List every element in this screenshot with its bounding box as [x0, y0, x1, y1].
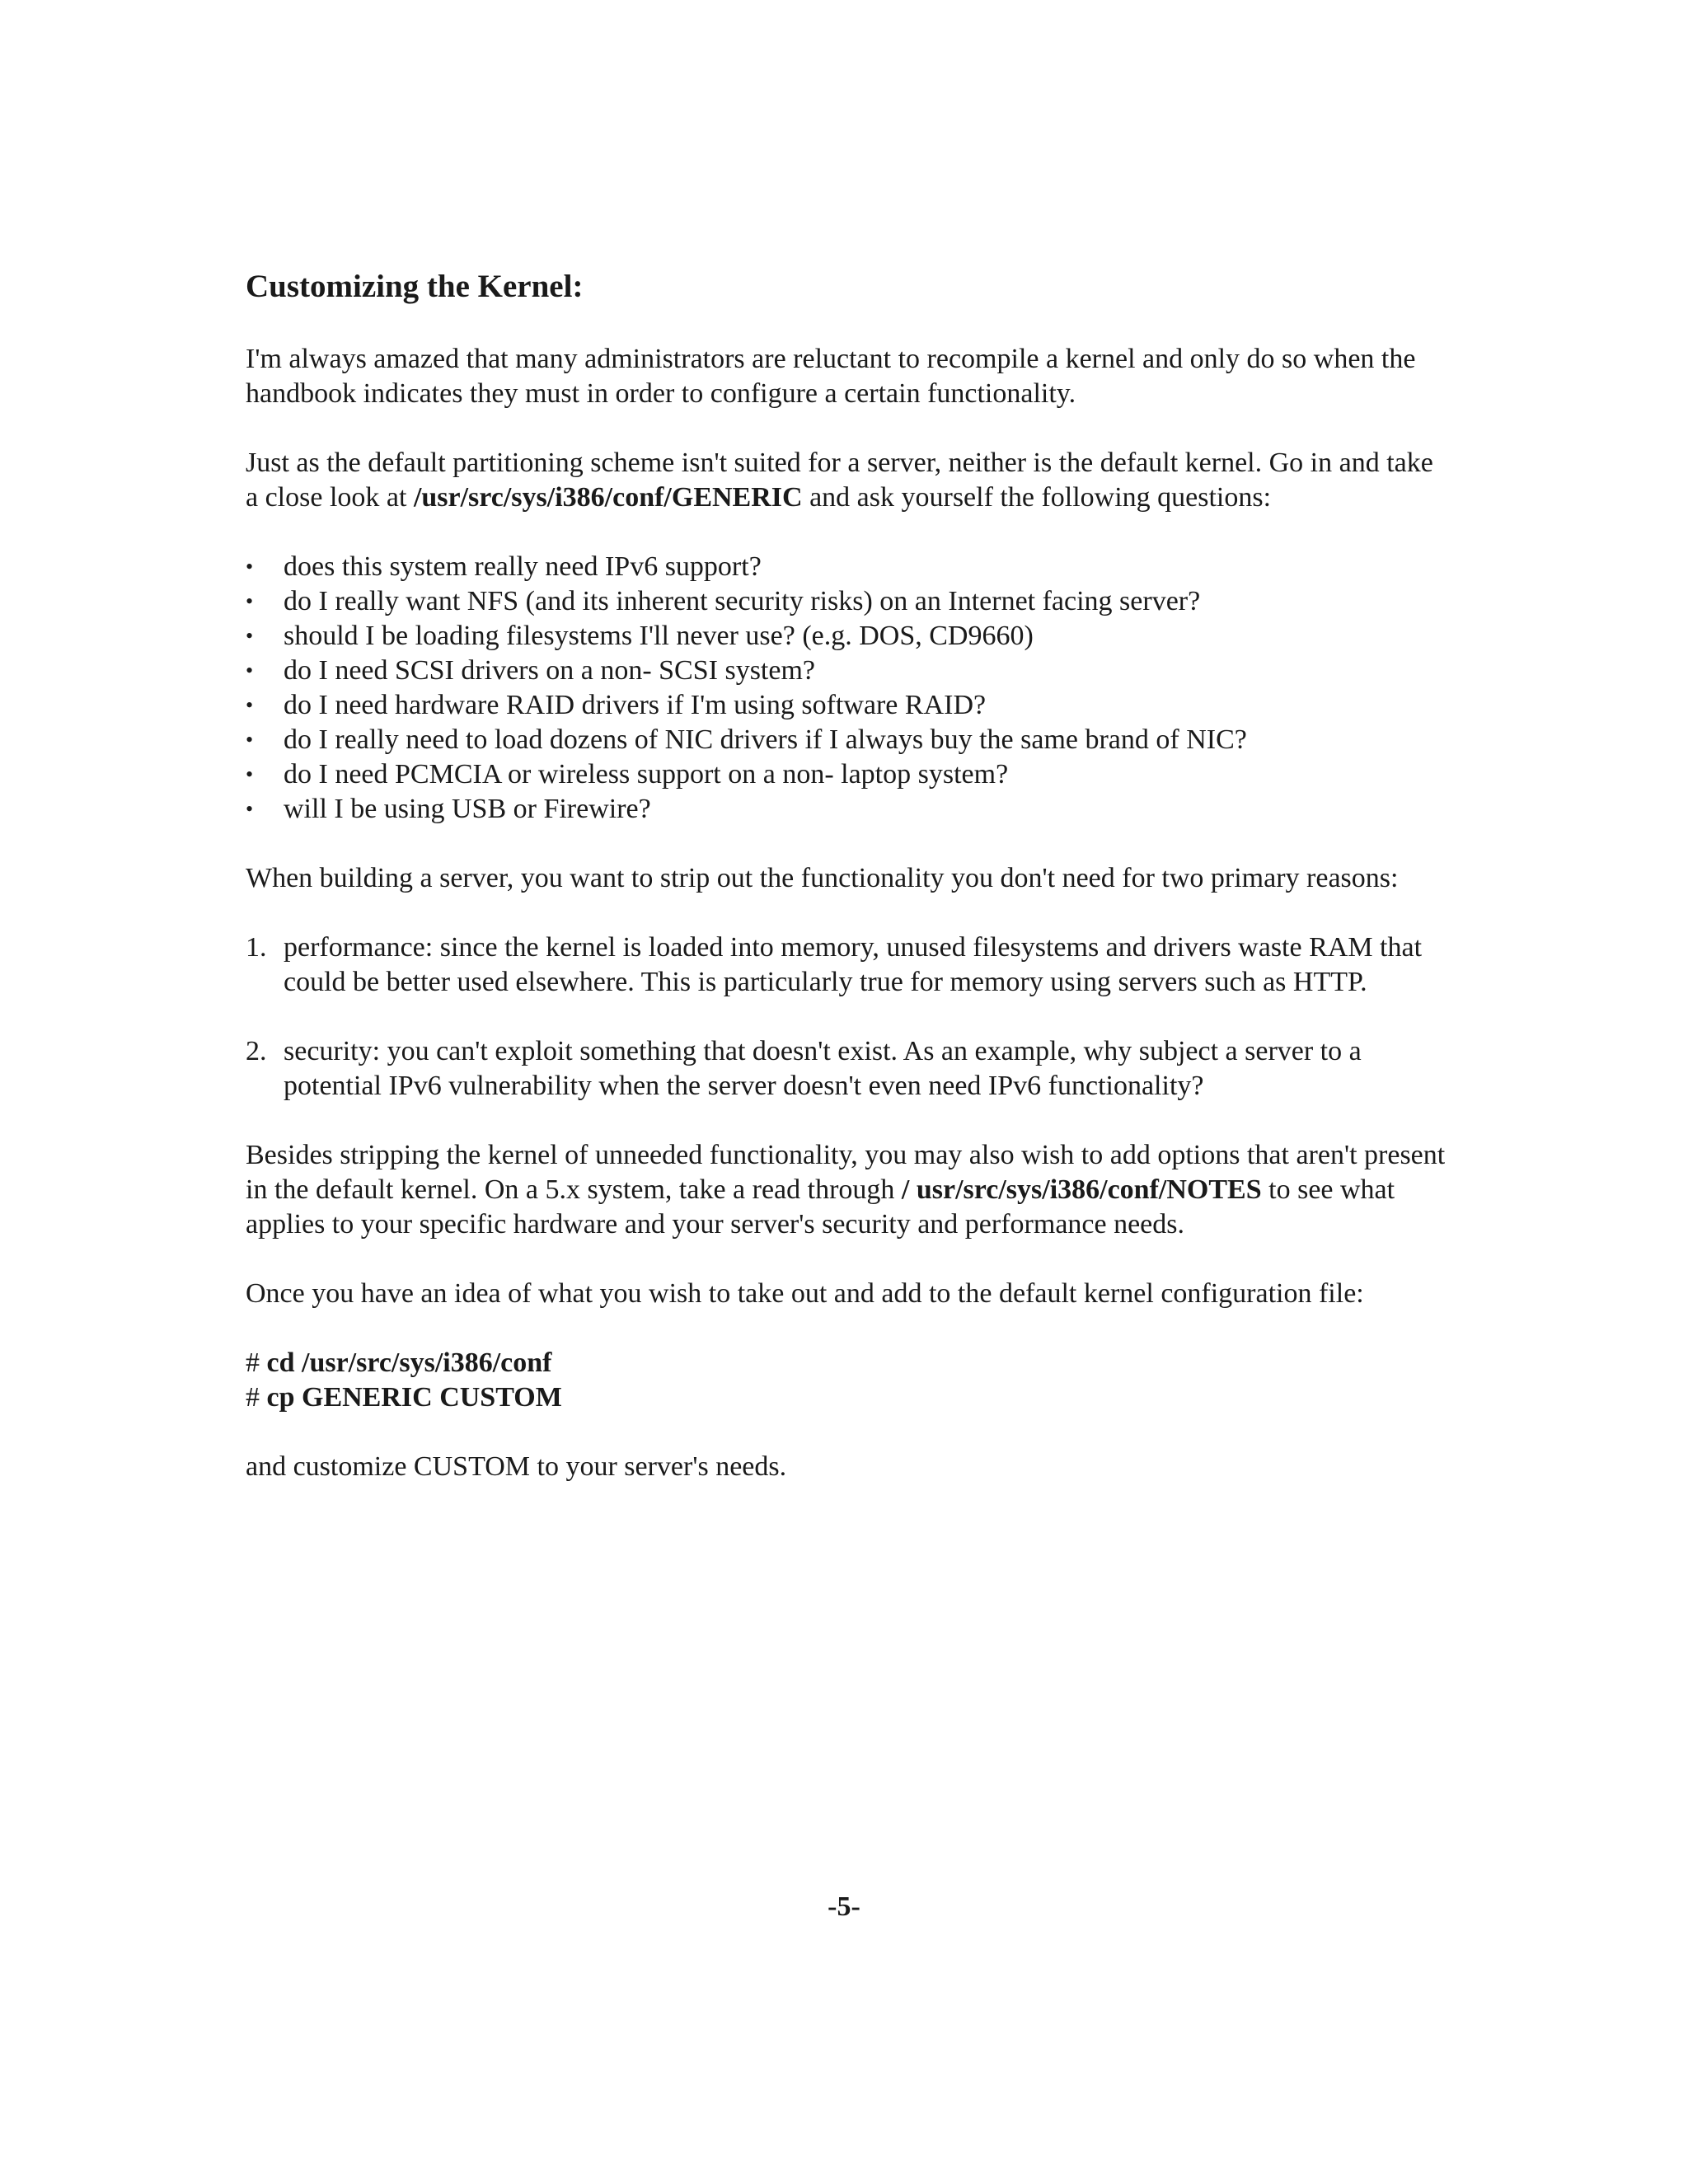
list-item: [246, 723, 1449, 757]
bullet-marker: •: [246, 589, 254, 613]
list-item-text: do I really want NFS (and its inherent security risks) on an Internet facing server?: [284, 586, 1201, 616]
bullet-marker: •: [246, 797, 254, 821]
bullet-marker: •: [246, 762, 254, 786]
notes-paragraph-text-after: to see what applies to your specific hardware and your server's security and performance needs.: [246, 1174, 1395, 1240]
list-item: [246, 619, 1449, 654]
generic-paragraph-text-after: and ask yourself the following questions:: [802, 482, 1272, 513]
command-block: [246, 1346, 1449, 1415]
section-heading: Customizing the Kernel:: [246, 269, 584, 304]
command-prompt: #: [246, 1382, 267, 1413]
closing-paragraph: and customize CUSTOM to your server's needs.: [246, 1451, 787, 1482]
notes-paragraph-text-before: Besides stripping the kernel of unneeded functionality, you may also wish to add options that aren't present in the default kernel. On a 5.x system, take a read through: [246, 1140, 1446, 1205]
command-prompt: #: [246, 1347, 267, 1378]
list-item-text: do I need hardware RAID drivers if I'm using software RAID?: [284, 690, 987, 720]
command-line: [246, 1380, 1449, 1415]
generic-paragraph-text-before: Just as the default partitioning scheme isn't suited for a server, neither is the default kernel. Go in and take a close look at: [246, 448, 1433, 513]
list-item-text: will I be using USB or Firewire?: [284, 794, 651, 824]
bullet-marker: •: [246, 693, 254, 717]
list-item-text: does this system really need IPv6 support?: [284, 551, 762, 582]
generic-config-path: /usr/src/sys/i386/conf/GENERIC: [413, 482, 803, 513]
bullet-marker: •: [246, 728, 254, 752]
page-content: [246, 268, 1449, 1519]
list-item-text: should I be loading filesystems I'll never use? (e.g. DOS, CD9660): [284, 621, 1034, 651]
notes-config-path: / usr/src/sys/i386/conf/NOTES: [901, 1174, 1262, 1205]
list-item-text: do I need SCSI drivers on a non- SCSI system?: [284, 655, 816, 686]
reasons-intro-paragraph: When building a server, you want to strip out the functionality you don't need for two primary reasons:: [246, 863, 1399, 893]
list-item: [246, 930, 1449, 1000]
bullet-marker: •: [246, 624, 254, 648]
bullet-marker: •: [246, 658, 254, 682]
notes-paragraph: [246, 1138, 1449, 1242]
list-item: [246, 1034, 1449, 1104]
list-item: [246, 757, 1449, 792]
list-item: [246, 792, 1449, 827]
reasons-list: [246, 930, 1449, 1104]
list-item-number: 2.: [246, 1036, 267, 1066]
list-item: [246, 654, 1449, 688]
list-item: [246, 584, 1449, 619]
config-intro-paragraph: Once you have an idea of what you wish to take out and add to the default kernel configuration file:: [246, 1278, 1364, 1309]
intro-paragraph: I'm always amazed that many administrators are reluctant to recompile a kernel and only do so when the handbook indicates they must in order to configure a certain functionality.: [246, 344, 1416, 409]
bullet-marker: •: [246, 555, 254, 579]
command-line: [246, 1346, 1449, 1380]
command-text: cp GENERIC CUSTOM: [266, 1382, 562, 1413]
command-text: cd /usr/src/sys/i386/conf: [266, 1347, 552, 1378]
list-item-number: 1.: [246, 932, 267, 963]
page-number: -5-: [828, 1891, 860, 1922]
list-item-text: security: you can't exploit something that doesn't exist. As an example, why subject a server to a potential IPv6 vulnerability when the server doesn't even need IPv6 functionality?: [284, 1036, 1362, 1101]
list-item-text: do I need PCMCIA or wireless support on a non- laptop system?: [284, 759, 1009, 790]
generic-kernel-paragraph: [246, 446, 1449, 515]
list-item-text: performance: since the kernel is loaded into memory, unused filesystems and drivers waste RAM that could be better used elsewhere. This is particularly true for memory using servers such as HTTP.: [284, 932, 1423, 997]
list-item: [246, 550, 1449, 584]
questions-list: [246, 550, 1449, 827]
list-item-text: do I really need to load dozens of NIC drivers if I always buy the same brand of NIC?: [284, 724, 1247, 755]
list-item: [246, 688, 1449, 723]
